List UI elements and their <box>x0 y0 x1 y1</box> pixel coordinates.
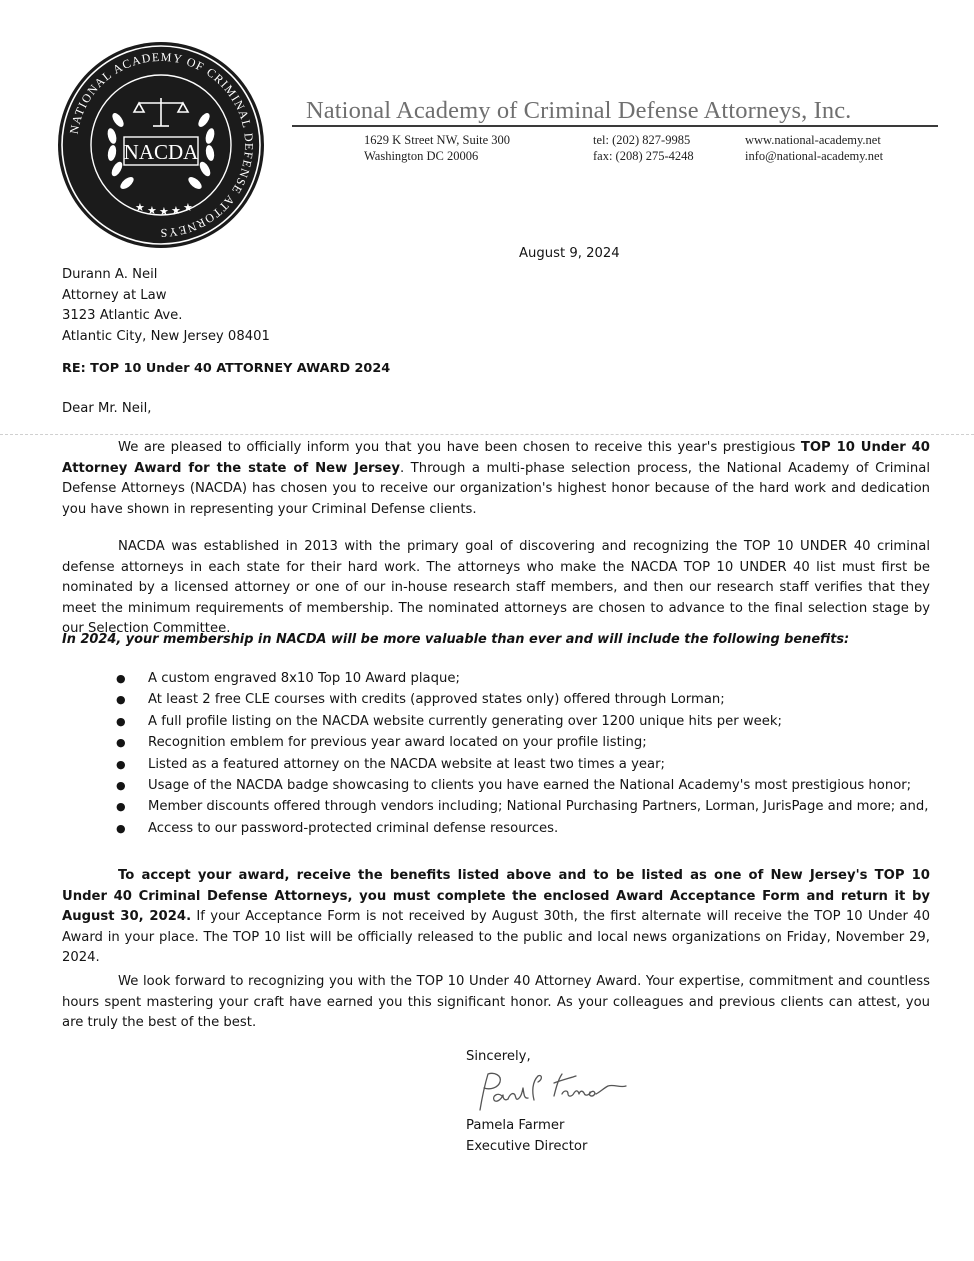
list-item <box>116 775 928 796</box>
organization-name: National Academy of Criminal Defense Attorneys, Inc. <box>306 97 852 124</box>
list-item <box>116 732 928 753</box>
benefit-text: Member discounts offered through vendors including; National Purchasing Partners, Lorman, JurisPage and more; and, <box>148 799 929 815</box>
list-item <box>116 818 928 839</box>
paragraph-closing <box>62 972 930 1034</box>
salutation: Dear Mr. Neil, <box>62 401 152 416</box>
recipient-line: Atlantic City, New Jersey 08401 <box>62 328 270 344</box>
seal-center-text: NACDA <box>123 140 199 164</box>
complimentary-close: Sincerely, <box>466 1049 531 1064</box>
email-link[interactable]: info@national-academy.net <box>745 149 884 163</box>
paragraph-acceptance-rest: If your Acceptance Form is not received by August 30th, the first alternate will receive the TOP 10 Under 40 Award in your place. The TOP 10 list will be officially released to the public and local news organizations on Friday, November 29, 2024. <box>62 909 930 966</box>
bullet-icon: ● <box>116 714 126 728</box>
list-item <box>116 754 928 775</box>
list-item <box>116 711 928 732</box>
benefit-text: A full profile listing on the NACDA website currently generating over 1200 unique hits per week; <box>148 713 782 729</box>
paragraph-acceptance <box>62 866 930 969</box>
paragraph-about-text: NACDA was established in 2013 with the primary goal of discovering and recognizing the TOP 10 UNDER 40 criminal defense attorneys in each state for their hard work. The attorneys who make the NACDA TOP 10 UNDER 40 list must first be nominated by a licensed attorney or one of our in-house research staff members, and then our research staff verifies that they meet the minimum requirements of membership. The nominated attorneys are chosen to advance to the final selection stage by our Selection Committee. <box>62 539 930 637</box>
paragraph-intro-part-2: . Through a multi-phase selection process, the National Academy of Criminal Defense Attorneys (NACDA) has chosen you to receive our organization's highest honor because of the hard work and dedication you have shown in representing your Criminal Defense clients. <box>62 460 930 517</box>
paragraph-intro <box>62 438 930 520</box>
nacda-seal-logo <box>56 40 266 250</box>
list-item <box>116 796 928 817</box>
benefits-intro: In 2024, your membership in NACDA will be more valuable than ever and will include the following benefits: <box>62 632 850 647</box>
bullet-icon: ● <box>116 821 126 835</box>
signer-block <box>466 1116 587 1157</box>
subject-line: RE: TOP 10 Under 40 ATTORNEY AWARD 2024 <box>62 361 391 376</box>
signer-name: Pamela Farmer <box>466 1118 565 1133</box>
handwritten-signature <box>458 1066 638 1118</box>
bullet-icon: ● <box>116 757 126 771</box>
recipient-line: 3123 Atlantic Ave. <box>62 308 183 324</box>
seal-outer-text: NATIONAL ACADEMY OF CRIMINAL DEFENSE ATTORNEYS <box>66 49 257 241</box>
recipient-line: Attorney at Law <box>62 287 167 303</box>
paragraph-closing-text: We look forward to recognizing you with the TOP 10 Under 40 Attorney Award. Your expertise, commitment and countless hours spent mastering your craft have earned you this significant honor. As your colleagues and previous clients can attest, you are truly the best of the best. <box>62 974 930 1031</box>
bullet-icon: ● <box>116 736 126 750</box>
bullet-icon: ● <box>116 672 126 685</box>
benefits-list <box>116 668 928 839</box>
recipient-line: Durann A. Neil <box>62 267 158 282</box>
telephone: tel: (202) 827-9985 <box>593 133 691 147</box>
header-divider <box>292 125 938 127</box>
paragraph-intro-part-1: We are pleased to officially inform you that you have been chosen to receive this year's prestigious <box>118 440 801 455</box>
address-line-1: 1629 K Street NW, Suite 300 <box>364 133 511 147</box>
svg-text:★: ★ <box>159 205 169 218</box>
benefit-text: Recognition emblem for previous year award located on your profile listing; <box>148 735 647 751</box>
list-item <box>116 668 928 689</box>
letter-date: August 9, 2024 <box>519 246 620 261</box>
signer-title: Executive Director <box>466 1138 588 1154</box>
recipient-address <box>62 265 270 347</box>
benefit-text: At least 2 free CLE courses with credits (approved states only) offered through Lorman; <box>148 692 725 708</box>
benefit-text: Access to our password-protected criminal defense resources. <box>148 820 559 836</box>
benefit-text: Listed as a featured attorney on the NACDA website at least two times a year; <box>148 756 665 772</box>
paragraph-about-nacda <box>62 537 930 640</box>
paragraph-intro-award: TOP 10 Under 40 Attorney Award for the state of New Jersey <box>62 440 930 476</box>
contact-web <box>745 132 883 164</box>
scan-artifact-divider <box>0 434 974 435</box>
list-item <box>116 689 928 710</box>
contact-address <box>364 132 510 164</box>
svg-text:★: ★ <box>135 201 145 214</box>
fax: fax: (208) 275-4248 <box>593 149 694 163</box>
bullet-icon: ● <box>116 693 126 707</box>
svg-text:★: ★ <box>147 204 157 217</box>
benefit-text: Usage of the NACDA badge showcasing to clients you have earned the National Academy's most prestigious honor; <box>148 777 912 793</box>
address-line-2: Washington DC 20006 <box>364 149 479 163</box>
benefit-text: A custom engraved 8x10 Top 10 Award plaque; <box>148 671 460 686</box>
bullet-icon: ● <box>116 778 126 792</box>
svg-text:★: ★ <box>171 204 181 217</box>
website-link[interactable]: www.national-academy.net <box>745 133 881 147</box>
contact-phone <box>593 132 694 164</box>
paragraph-acceptance-bold: To accept your award, receive the benefits listed above and to be listed as one of New Jersey's TOP 10 Under 40 Criminal Defense Attorneys, you must complete the enclosed Award Acceptance Form and return it by August 30, 2024. <box>62 868 930 925</box>
bullet-icon: ● <box>116 800 126 814</box>
svg-text:★: ★ <box>183 201 193 214</box>
